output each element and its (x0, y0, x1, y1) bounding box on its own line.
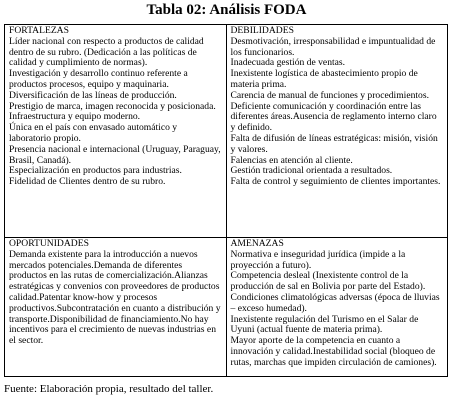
list-item: Presencia nacional e internacional (Uruguay, Paraguay, Brasil, Canadá). (9, 143, 221, 166)
list-item: Falencias en atención al cliente. (230, 154, 353, 166)
fortalezas-cell (5, 25, 227, 238)
list-item: Diversificación de las líneas de producción. (9, 89, 177, 101)
foda-table (4, 24, 448, 377)
list-item: Condiciones climatológicas adversas (época de lluvias – exceso humedad). (230, 291, 440, 314)
list-item: Única en el país con envasado automático y laboratorio propio. (9, 122, 178, 144)
list-item: Fidelidad de Clientes dentro de su rubro. (9, 176, 166, 188)
list-item: Inexistente logística de abastecimiento propio de materia prima. (230, 68, 418, 90)
list-item: Gestión tradicional orientada a resultados. (230, 165, 393, 177)
list-item: Inexistente regulación del Turismo en el Salar de Uyuni (actual fuente de materia prima). (230, 313, 419, 336)
list-item: Desmotivación, irresponsabilidad e impuntualidad de los funcionarios. (230, 35, 436, 58)
list-item: Demanda existente para la introducción a nuevos mercados potenciales.Demanda de diferentes productos en las rutas de comercialización.Alianzas estratégicas y convenios con proveedores de productos calidad.Patentar know-how y procesos productivos.Subcontratación en cuanto a distribución y transporte.Disponibilidad de financiamiento.No hay incentivos para el crecimiento de nuevas industrias en el sector. (9, 248, 221, 347)
list-item: Falta de difusión de líneas estratégicas: misión, visión y valores. (230, 132, 438, 155)
list-item: Competencia desleal (Inexistente control de la producción de sal en Bolivia por parte del Estado). (230, 270, 426, 293)
oportunidades-list (9, 250, 222, 347)
list-item: Inadecuada gestión de ventas. (230, 57, 346, 69)
list-item: Carencia de manual de funciones y procedimientos. (230, 89, 429, 101)
list-item: Normativa e inseguridad jurídica (impide a la proyección a futuro). (230, 248, 406, 271)
list-item: Mayor aporte de la competencia en cuanto a innovación y calidad.Inestabilidad social (bloqueo de rutas, marchas que impiden circulación de camiones). (230, 335, 437, 368)
fortalezas-header: FORTALEZAS (9, 25, 69, 36)
list-item: Deficiente comunicación y coordinación entre las diferentes áreas.Ausencia de reglamento interno claro y definido. (230, 100, 437, 134)
amenazas-list (231, 250, 444, 369)
list-item: Especialización en productos para industrias. (9, 165, 182, 177)
source-note: Fuente: Elaboración propia, resultado del taller. (4, 383, 214, 395)
list-item: Investigación y desarrollo continuo referente a productos procesos, equipo y maquinaria. (9, 68, 188, 90)
amenazas-cell (226, 238, 448, 377)
debilidades-header: DEBILIDADES (230, 25, 294, 36)
table-title: Tabla 02: Análisis FODA (146, 2, 307, 18)
oportunidades-header: OPORTUNIDADES (9, 238, 89, 249)
amenazas-header: AMENAZAS (230, 238, 284, 249)
oportunidades-cell (5, 238, 227, 377)
list-item: Falta de control y seguimiento de clientes importantes. (230, 176, 441, 188)
debilidades-cell (226, 25, 448, 238)
list-item: Líder nacional con respecto a productos de calidad dentro de su rubro. (Dedicación a las políticas de calidad y cumplimiento de normas). (9, 35, 204, 69)
debilidades-list (231, 37, 444, 188)
list-item: Prestigio de marca, imagen reconocida y posicionada. Infraestructura y equipo moderno. (9, 100, 216, 123)
fortalezas-list (9, 37, 222, 188)
